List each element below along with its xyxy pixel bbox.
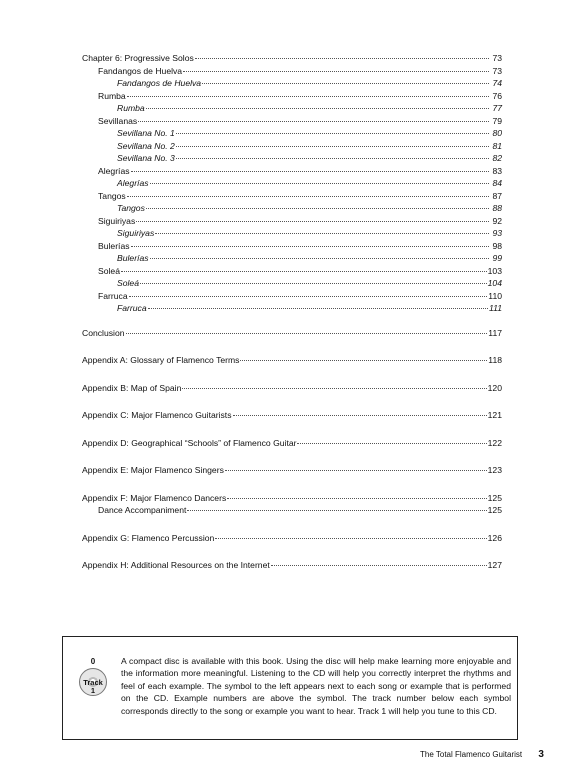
toc-entry-title: Appendix G: Flamenco Percussion: [82, 532, 215, 543]
toc-entry: [82, 65, 502, 78]
toc-entry-page: 73: [492, 65, 502, 76]
toc-entry: [82, 52, 502, 65]
toc-entry-title: Sevillana No. 2: [117, 140, 175, 151]
cd-track-icon: [75, 657, 111, 717]
toc-entry-page: 77: [492, 103, 502, 113]
toc-entry-page: 111: [488, 303, 502, 313]
toc-entry-title: Appendix B: Map of Spain: [82, 382, 182, 393]
toc-entry-page: 117: [488, 327, 502, 338]
dot-leader: [127, 196, 489, 197]
dot-leader: [202, 83, 489, 84]
toc-entry-title: Appendix F: Major Flamenco Dancers: [82, 492, 227, 503]
toc-entry-title: Rumba: [98, 90, 126, 101]
toc-entry: [82, 354, 502, 367]
toc-entry-title: Siguiriyas: [117, 228, 155, 238]
toc-entry: [82, 115, 502, 128]
toc-entry-page: 82: [492, 153, 502, 163]
dot-leader: [126, 333, 488, 334]
toc-entry-page: 99: [492, 253, 502, 263]
toc-entry-title: Alegrías: [117, 178, 149, 188]
dot-leader: [146, 208, 489, 209]
toc-entry-page: 123: [487, 465, 502, 475]
page-number: 3: [538, 749, 544, 760]
toc-entry: [82, 265, 502, 278]
dot-leader: [215, 538, 486, 539]
toc-entry: [82, 464, 502, 477]
toc-entry-page: 83: [492, 165, 502, 176]
toc-entry: [82, 504, 502, 517]
dot-leader: [146, 108, 489, 109]
toc-entry-title: Fandangos de Huelva: [98, 65, 183, 76]
toc-entry-title: Sevillana No. 1: [117, 128, 175, 138]
toc-entry: [82, 152, 502, 165]
toc-entry-title: Appendix D: Geographical “Schools” of Flamenco Guitar: [82, 437, 297, 448]
toc-entry-title: Dance Accompaniment: [98, 505, 187, 515]
toc-entry-page: 110: [488, 290, 502, 301]
example-number: 0: [90, 657, 96, 666]
toc-entry-page: 125: [487, 505, 502, 515]
track-label-word: Track: [83, 678, 103, 687]
toc-entry-page: 74: [492, 78, 502, 88]
toc-entry-title: Tangos: [117, 203, 145, 213]
toc-entry: [82, 202, 502, 215]
toc-entry-title: Soleá: [117, 278, 139, 288]
toc-entry-title: Sevillana No. 3: [117, 153, 175, 163]
toc-entry: [82, 277, 502, 290]
toc-entry: [82, 190, 502, 203]
toc-entry-title: Appendix A: Glossary of Flamenco Terms: [82, 355, 240, 365]
toc-entry: [82, 382, 502, 395]
toc-entry-page: 127: [487, 560, 502, 570]
dot-leader: [131, 246, 489, 247]
toc-entry-page: 87: [492, 190, 502, 201]
dot-leader: [271, 565, 487, 566]
dot-leader: [176, 133, 489, 134]
toc-entry: [82, 252, 502, 265]
toc-entry: [82, 215, 502, 228]
toc-entry-title: Tangos: [98, 190, 126, 201]
dot-leader: [129, 296, 488, 297]
toc-entry: [82, 77, 502, 90]
toc-entry-page: 120: [487, 382, 502, 393]
dot-leader: [150, 258, 489, 259]
dot-leader: [138, 121, 489, 122]
toc-entry: [82, 90, 502, 103]
dot-leader: [187, 510, 486, 511]
toc-entry: [82, 532, 502, 545]
toc-entry-title: Appendix H: Additional Resources on the Internet: [82, 560, 270, 570]
toc-entry-page: 126: [487, 532, 502, 543]
dot-leader: [140, 283, 487, 284]
dot-leader: [195, 58, 489, 59]
toc-entry-page: 118: [488, 355, 502, 365]
toc-entry-page: 122: [487, 437, 502, 448]
dot-leader: [176, 158, 489, 159]
dot-leader: [176, 146, 489, 147]
dot-leader: [155, 233, 489, 234]
toc-entry-title: Farruca: [117, 303, 147, 313]
toc-entry: [82, 302, 502, 315]
dot-leader: [225, 470, 487, 471]
track-label: [75, 679, 111, 694]
dot-leader: [240, 360, 487, 361]
toc-entry-page: 104: [487, 278, 502, 288]
dot-leader: [182, 388, 486, 389]
toc-entry-title: Fandangos de Huelva: [117, 78, 202, 88]
toc-entry-page: 80: [492, 128, 502, 138]
toc-entry: [82, 127, 502, 140]
toc-entry: [82, 492, 502, 505]
toc-entry-page: 93: [492, 228, 502, 238]
toc-entry-page: 125: [487, 492, 502, 503]
dot-leader: [150, 183, 489, 184]
dot-leader: [131, 171, 489, 172]
toc-entry: [82, 437, 502, 450]
cd-info-text: A compact disc is available with this book. Using the disc will help make learning more enjoyable and the information more meaningful. Listening to the CD will help you correctly interpret the rhythms and feel of each example. The symbol to the left appears next to each song or example that is performed on the CD. Example numbers are above the symbol. The track number below each symbol corresponds directly to the song or example you want to hear. Track 1 will help you tune to this CD.: [121, 656, 511, 716]
toc-entry-title: Farruca: [98, 290, 128, 301]
toc-entry-title: Bulerías: [98, 240, 130, 251]
toc-entry: [82, 409, 502, 422]
toc-entry-page: 81: [492, 140, 502, 151]
toc-entry-title: Bulerías: [117, 253, 149, 263]
toc-entry-title: Alegrías: [98, 165, 130, 176]
toc-entry-title: Soleá: [98, 265, 120, 276]
toc-entry-title: Siguiriyas: [98, 215, 136, 226]
toc-entry-title: Sevillanas: [98, 115, 138, 126]
toc-entry-page: 79: [492, 115, 502, 126]
toc-entry: [82, 240, 502, 253]
dot-leader: [121, 271, 487, 272]
toc-entry: [82, 177, 502, 190]
toc-entry: [82, 165, 502, 178]
book-title: The Total Flamenco Guitarist: [420, 750, 523, 759]
dot-leader: [183, 71, 489, 72]
cd-info-box: [62, 636, 518, 740]
toc-entry: [82, 140, 502, 153]
toc-entry: [82, 102, 502, 115]
toc-entry-page: 98: [492, 240, 502, 251]
toc-entry-page: 103: [487, 265, 502, 276]
dot-leader: [227, 498, 486, 499]
toc-entry: [82, 327, 502, 340]
toc-entry-title: Appendix C: Major Flamenco Guitarists: [82, 410, 232, 420]
toc-entry: [82, 559, 502, 572]
toc-entry-title: Appendix E: Major Flamenco Singers: [82, 465, 224, 475]
toc-entry: [82, 227, 502, 240]
toc-entry-page: 84: [492, 178, 502, 188]
toc-entry-page: 73: [492, 53, 502, 63]
toc-entry-title: Rumba: [117, 103, 145, 113]
toc-entry-page: 88: [492, 203, 502, 213]
track-label-number: 1: [90, 685, 96, 695]
page-footer: [420, 749, 544, 760]
toc-entry-title: Conclusion: [82, 327, 125, 338]
toc-entry-page: 121: [487, 410, 502, 420]
dot-leader: [297, 443, 486, 444]
toc-entry-page: 92: [492, 215, 502, 226]
toc-entry: [82, 290, 502, 303]
dot-leader: [136, 221, 489, 222]
toc-entry-title: Chapter 6: Progressive Solos: [82, 53, 194, 63]
dot-leader: [148, 308, 488, 309]
dot-leader: [127, 96, 489, 97]
toc-entry-page: 76: [492, 90, 502, 101]
table-of-contents: [82, 52, 502, 572]
dot-leader: [233, 415, 487, 416]
